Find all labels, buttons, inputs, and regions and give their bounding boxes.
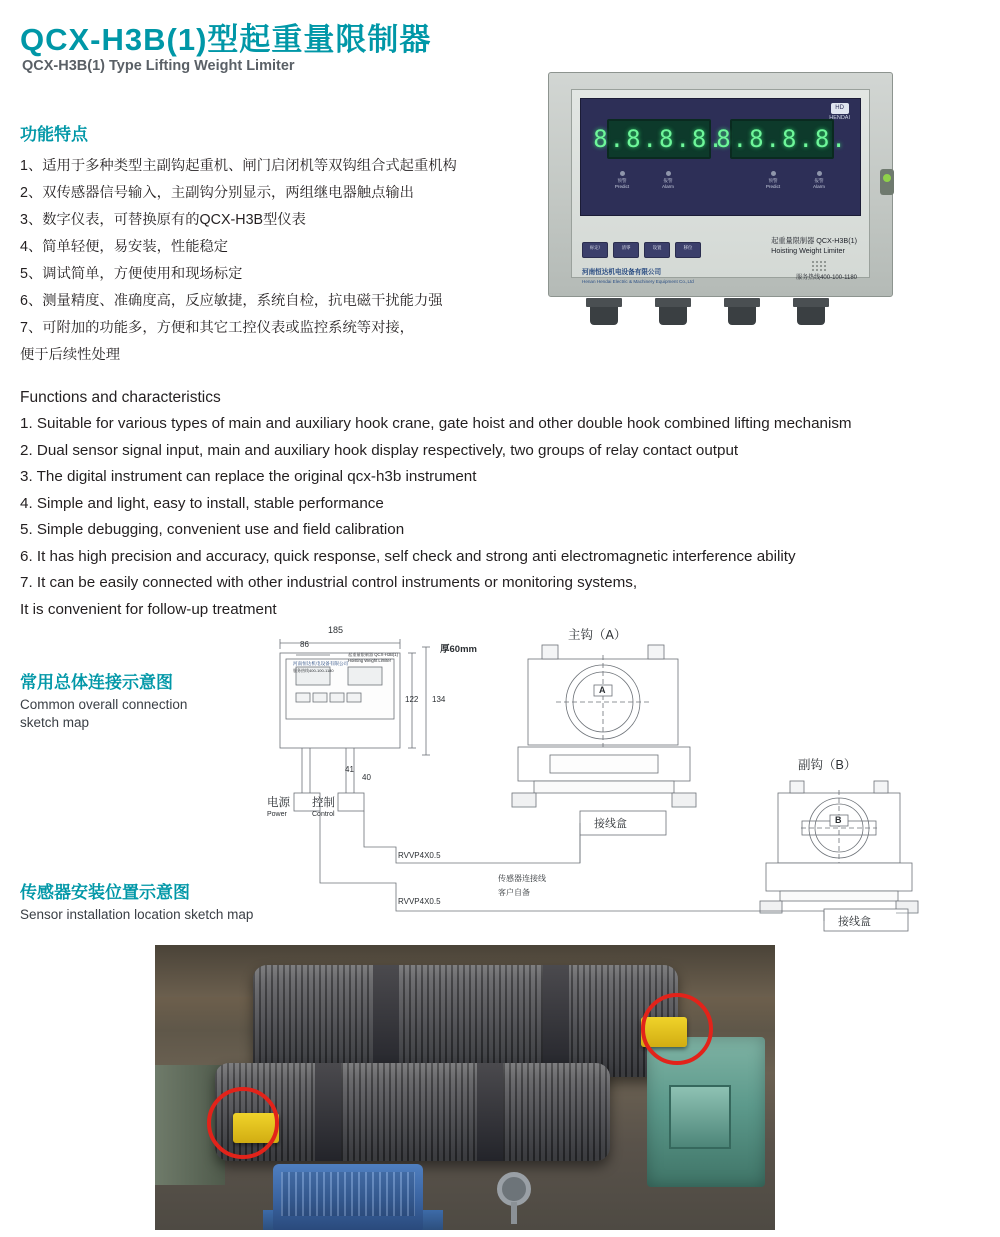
sketch2-heading-en: Sensor installation location sketch map [20, 907, 254, 922]
key-set[interactable]: 设置 [644, 242, 670, 258]
led-predict-aux [760, 171, 786, 190]
features-block [20, 120, 540, 369]
cable-glands [586, 298, 829, 325]
device-photo [540, 72, 900, 332]
annotation-circle-left [207, 1087, 279, 1159]
list-item: 4. Simple and light, easy to install, stable performance [20, 494, 384, 512]
lcd-main-hook: 8.8.8.8. [607, 119, 711, 159]
dim-185: 185 [328, 625, 344, 635]
company-name-cn: 河南恒达机电设备有限公司 [582, 269, 662, 276]
features-list [20, 153, 540, 369]
led-dot-icon [666, 171, 671, 176]
list-item: 7. It can be easily connected with other industrial control instruments or monitoring systems, [20, 574, 638, 591]
badge-main-hook: A [599, 685, 606, 695]
panel-model-text: Hoisting Weight Limiter [348, 658, 391, 663]
brand-name: HENDAI [829, 115, 850, 121]
cable-gland [655, 298, 691, 325]
functions-tail: It is convenient for follow-up treatment [20, 600, 277, 618]
label-main-hook: 主钩（A） [568, 628, 627, 642]
hook-pulley [485, 1166, 555, 1226]
brand-mark: HD [831, 103, 849, 114]
key-calibrate[interactable]: 标定/ [582, 242, 608, 258]
key-shift[interactable]: 移位 [675, 242, 701, 258]
led-dot-icon [817, 171, 822, 176]
list-item: 7、可附加的功能多，方便和其它工控仪表或监控系统等对接， [20, 320, 414, 336]
panel-model-cn-text: 起重量限制器 QCX-H3B(1) [348, 652, 399, 657]
cable-gland [586, 298, 622, 325]
led-label-en: Alarm [662, 184, 674, 189]
list-item: 5、调试简单，方便使用和现场标定 [20, 266, 243, 282]
badge-aux-hook: B [835, 815, 842, 825]
keypad [582, 242, 701, 258]
dim-134: 134 [432, 695, 446, 704]
device-enclosure [548, 72, 893, 297]
functions-list [20, 411, 985, 597]
led-predict-main [609, 171, 635, 190]
sketch1-label [20, 668, 260, 732]
list-item: 3. The digital instrument can replace the original qcx-h3b instrument [20, 468, 477, 485]
led-label-cn: 预警 [617, 178, 627, 183]
led-label-en: Alarm [813, 184, 825, 189]
led-dot-icon [620, 171, 625, 176]
list-item: 2. Dual sensor signal input, main and auxiliary hook display respectively, two groups of relay contact output [20, 441, 739, 459]
sketch1-heading-cn: 常用总体连接示意图 [20, 673, 173, 692]
device-model-cn: 起重量限制器 QCX-H3B(1) [771, 236, 857, 245]
led-label-en: Predict [614, 184, 630, 189]
list-item: 5. Simple debugging, convenient use and field calibration [20, 521, 405, 538]
annotation-circle-right [641, 993, 713, 1065]
winch-drum-rear [253, 965, 678, 1077]
label-sensor-wire-2: 客户自备 [498, 888, 530, 897]
lcd-aux-hook: 8.8.8.8. [730, 119, 834, 159]
functions-block [20, 385, 985, 623]
list-item: 便于后续性处理 [20, 347, 121, 363]
indicator-lights [581, 171, 860, 197]
led-label-cn: 报警 [663, 178, 673, 183]
label-junction-box-aux: 接线盒 [838, 916, 871, 928]
label-aux-hook: 副钩（B） [798, 758, 857, 772]
installation-photo [155, 945, 775, 1230]
label-cable-1: RVVP4X0.5 [398, 851, 441, 860]
led-label-en: Predict [765, 184, 781, 189]
label-sensor-wire-1: 传感器连接线 [498, 874, 546, 883]
list-item: 6、测量精度、准确度高，反应敏捷，系统自检，抗电磁干扰能力强 [20, 293, 443, 309]
label-cable-2: RVVP4X0.5 [398, 897, 441, 906]
device-display-panel [580, 98, 861, 216]
list-item: 6. It has high precision and accuracy, quick response, self check and strong anti electromagnetic interference ability [20, 547, 796, 565]
list-item: 1、适用于多种类型主副钩起重机、闸门启闭机等双钩组合式起重机构 [20, 158, 457, 174]
list-item: 4、简单轻便，易安装，性能稳定 [20, 239, 229, 255]
led-label-cn: 报警 [814, 178, 824, 183]
connection-diagram [250, 625, 990, 940]
device-model-label [771, 236, 857, 256]
page-subtitle: QCX-H3B(1) Type Lifting Weight Limiter [22, 58, 295, 74]
led-label-cn: 预警 [768, 178, 778, 183]
led-alarm-aux [806, 171, 832, 190]
label-power-cn: 电源 [267, 797, 290, 809]
dim-41: 41 [345, 765, 354, 774]
list-item: 2、双传感器信号输入，主副钩分别显示，两组继电器触点输出 [20, 185, 414, 201]
cable-gland [793, 298, 829, 325]
device-company-label [582, 268, 694, 286]
panel-hotline-text: 服务热线400-100-1180 [293, 668, 334, 673]
device-front-plate [571, 89, 870, 284]
dim-122: 122 [405, 695, 419, 704]
functions-heading: Functions and characteristics [20, 389, 221, 406]
label-control-cn: 控制 [312, 797, 335, 809]
company-name-en: Henan Hendai Electric & Machinery Equipment Co.,Ltd [582, 279, 694, 284]
label-control-en: Control [312, 811, 335, 818]
side-indicator-icon [880, 169, 894, 195]
led-dot-icon [771, 171, 776, 176]
sketch1-heading-en-2: sketch map [20, 715, 90, 730]
list-item: 1. Suitable for various types of main and auxiliary hook crane, gate hoist and other double hook combined lifting mechanism [20, 415, 852, 432]
panel-company-text: 河南恒达机电设备有限公司 [293, 661, 349, 666]
indicator-group-aux [760, 171, 832, 190]
device-hotline: 服务热线400-100-1180 [796, 275, 857, 281]
device-model-en: Hoisting Weight Limiter [771, 246, 845, 255]
label-junction-box-main: 接线盒 [594, 818, 627, 830]
dim-thickness: 厚60mm [440, 644, 477, 655]
speaker-icon [811, 260, 827, 272]
key-reset[interactable]: 清零 [613, 242, 639, 258]
cable-gland [724, 298, 760, 325]
indicator-group-main [609, 171, 681, 190]
sketch2-heading-cn: 传感器安装位置示意图 [20, 883, 190, 902]
electric-motor [273, 1164, 423, 1230]
list-item: 3、数字仪表，可替换原有的QCX-H3B型仪表 [20, 212, 306, 228]
brand-logo [829, 103, 850, 122]
led-alarm-main [655, 171, 681, 190]
label-power-en: Power [267, 811, 287, 818]
sketch1-heading-en-1: Common overall connection [20, 697, 188, 712]
dim-86: 86 [300, 640, 309, 649]
page-title: QCX-H3B(1)型起重量限制器 [20, 22, 432, 57]
dim-40: 40 [362, 773, 371, 782]
features-heading: 功能特点 [20, 125, 88, 144]
